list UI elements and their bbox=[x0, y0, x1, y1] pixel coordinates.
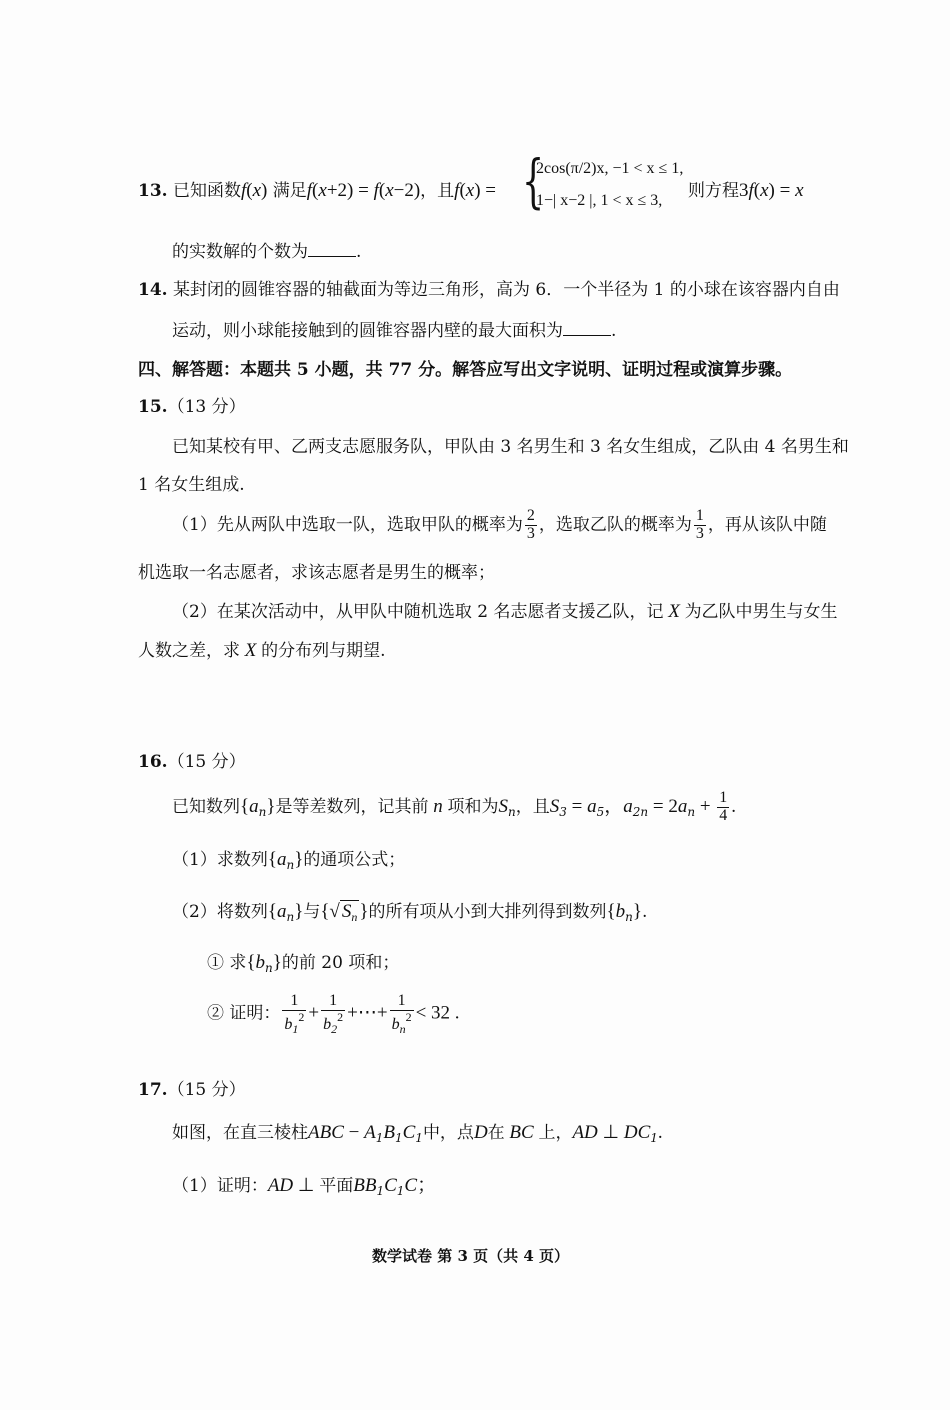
q15-number: 15. bbox=[138, 397, 168, 417]
q16-part2: （2）将数列$\{a_n\}$与{√ $S_n$ }的所有项从小到大排列得到数列$\{b_n\}$. bbox=[172, 901, 648, 924]
section-heading: 四、解答题：本题共 5 小题，共 77 分。解答应写出文字说明、证明过程或演算步骤。 bbox=[138, 360, 793, 380]
q13-line2: 的实数解的个数为 . bbox=[172, 242, 362, 262]
q17-number: 17. bbox=[138, 1080, 168, 1100]
fraction-1-4: $\frac{1}{4}$ bbox=[719, 789, 728, 824]
q15-line2: 1 名女生组成. bbox=[138, 475, 245, 495]
q16-sub1: ① 求$\{b_n\}$的前 20 项和； bbox=[207, 952, 400, 975]
q15-part2-cont: 人数之差，求 X 的分布列与期望. bbox=[138, 640, 386, 661]
piecewise-case-1: 2cos(π/2)x, −1 < x ≤ 1, bbox=[536, 160, 684, 177]
q15-part1-cont: 机选取一名志愿者，求该志愿者是男生的概率； bbox=[138, 563, 495, 583]
q13-line1-tail: 则方程3f(x) = x bbox=[688, 180, 804, 201]
q17-header: 17.（15 分） bbox=[138, 1080, 246, 1100]
q16-sub2: ② 证明： $\frac{1}{b_1^2}$ + $\frac{1}{b_2^2}$ +⋯+ $\frac{1}{b_n^2}$ < 32 . bbox=[207, 992, 460, 1036]
q15-header: 15.（13 分） bbox=[138, 397, 246, 417]
q15-part2: （2）在某次活动中，从甲队中随机选取 2 名志愿者支援乙队，记 X 为乙队中男生与女生 bbox=[172, 601, 838, 622]
q16-header: 16.（15 分） bbox=[138, 752, 246, 772]
q13-piecewise: { 2cos(π/2)x, −1 < x ≤ 1, 1−| x−2 |, 1 < x ≤ 3, bbox=[522, 147, 684, 215]
q14-line2: 运动，则小球能接触到的圆锥容器内壁的最大面积为 . bbox=[172, 321, 617, 341]
answer-blank[interactable] bbox=[308, 242, 356, 257]
q17-line1: 如图，在直三棱柱ABC − $A_1B_1C_1$中，点D在 BC 上，AD ⊥ $DC_1$. bbox=[172, 1122, 663, 1145]
q17-part1: （1）证明：AD ⊥ 平面$BB_1C_1C$； bbox=[172, 1175, 437, 1198]
q15-part1: （1）先从两队中选取一队，选取甲队的概率为 $\frac{2}{3}$ ，选取乙队的概率为 $\frac{1}{3}$ ，再从该队中随 bbox=[172, 507, 827, 542]
q16-line1: 已知数列$\{a_n\}$是等差数列，记其前 n 项和为$S_n$，且$S_3 = a_5$，$a_{2n} = 2a_n$ + $\frac{1}{4}$ . bbox=[172, 789, 737, 824]
piecewise-case-2: 1−| x−2 |, 1 < x ≤ 3, bbox=[536, 192, 663, 209]
answer-blank[interactable] bbox=[563, 321, 611, 336]
q15-line1: 已知某校有甲、乙两支志愿服务队，甲队由 3 名男生和 3 名女生组成，乙队由 4 名男生和 bbox=[172, 437, 849, 457]
q13-line1: 13. 已知函数f(x) 满足f(x+2) = f(x−2)，且f(x) = bbox=[138, 180, 497, 201]
q13-number: 13. bbox=[138, 181, 168, 201]
fraction-2-3: $\frac{2}{3}$ bbox=[526, 507, 535, 542]
q16-number: 16. bbox=[138, 752, 168, 772]
page-footer: 数学试卷 第 3 页（共 4 页） bbox=[372, 1247, 569, 1265]
q16-part1: （1）求数列$\{a_n\}$的通项公式； bbox=[172, 849, 406, 872]
fraction-1-3: $\frac{1}{3}$ bbox=[695, 507, 704, 542]
q14-number: 14. bbox=[138, 280, 168, 300]
q14-line1: 14. 某封闭的圆锥容器的轴截面为等边三角形，高为 6．一个半径为 1 的小球在该容器内自由 bbox=[138, 280, 840, 300]
